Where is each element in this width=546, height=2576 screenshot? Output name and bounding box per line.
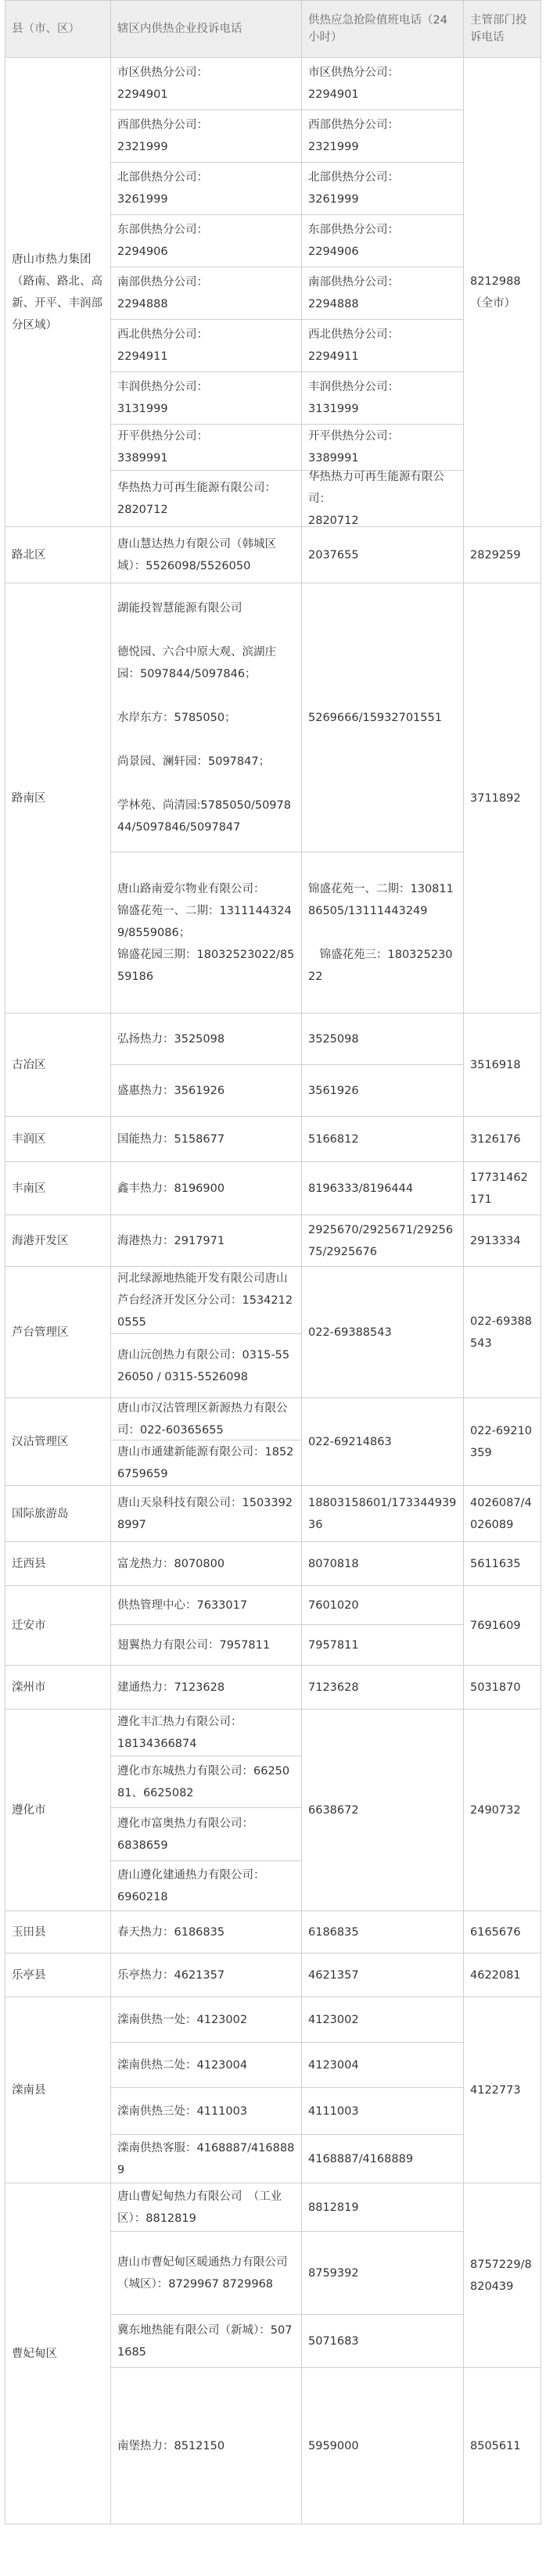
emergency-phone-text: 8070818 <box>308 1557 359 1570</box>
emergency-phone-text <box>308 922 457 944</box>
emergency-phone-cell <box>302 1215 464 1267</box>
authority-phone-text: 022-69388543 <box>470 1315 533 1350</box>
enterprise-phone-text: 湖能投智慧能源有限公司 <box>117 601 242 615</box>
column-header-label: 县（市、区） <box>12 23 80 35</box>
enterprise-phone-text: 乐亭热力：4621357 <box>117 1968 225 1982</box>
emergency-phone-cell <box>302 2135 464 2183</box>
enterprise-complaint-cell <box>111 110 302 163</box>
region-name: 迁西县 <box>12 1557 46 1570</box>
region-name: 丰南区 <box>12 1182 46 1195</box>
authority-phone-cell <box>464 1014 541 1117</box>
emergency-phone-text: 开平供热分公司： <box>308 430 399 443</box>
emergency-phone-cell <box>302 1954 464 1997</box>
emergency-phone-cell <box>302 1625 464 1666</box>
authority-phone-cell <box>464 2183 541 2368</box>
region-name: 路北区 <box>12 548 46 561</box>
region-cell <box>5 1911 111 1954</box>
enterprise-complaint-cell <box>111 1756 302 1808</box>
enterprise-complaint-cell <box>111 1334 302 1398</box>
emergency-phone-text: 8196333/8196444 <box>308 1182 414 1195</box>
emergency-phone-text: 6638672 <box>308 1803 359 1817</box>
emergency-phone-cell <box>302 215 464 267</box>
emergency-phone-text: 3561926 <box>308 1084 359 1097</box>
emergency-phone-text: 锦盛花苑一、二期：13081186505/13111443249 <box>308 882 454 917</box>
authority-phone-cell <box>464 2368 541 2524</box>
emergency-phone-cell <box>302 2315 464 2368</box>
region-cell <box>5 58 111 527</box>
enterprise-complaint-cell <box>111 2088 302 2135</box>
authority-phone-text: 2913334 <box>470 1234 521 1247</box>
authority-phone-cell <box>464 1162 541 1215</box>
authority-phone-cell <box>464 1215 541 1267</box>
emergency-phone-text: 5071683 <box>308 2334 359 2348</box>
enterprise-complaint-cell <box>111 215 302 267</box>
enterprise-phone-text: 2294901 <box>117 88 168 101</box>
authority-phone-cell <box>464 1954 541 1997</box>
authority-phone-cell <box>464 1117 541 1162</box>
authority-phone-cell <box>464 1997 541 2183</box>
enterprise-phone-text: 唐山慧达热力有限公司（韩城区域）：5526098/5526050 <box>117 537 276 572</box>
emergency-phone-cell <box>302 1486 464 1542</box>
region-cell <box>5 1398 111 1486</box>
emergency-phone-text: 2294888 <box>308 298 359 310</box>
region-cell <box>5 1162 111 1215</box>
authority-phone-text: 2490732 <box>470 1803 521 1817</box>
region-name: 乐亭县 <box>12 1968 46 1982</box>
enterprise-complaint-cell <box>111 1861 302 1911</box>
enterprise-phone-text: 3389991 <box>117 452 168 465</box>
emergency-phone-text: 4621357 <box>308 1968 359 1982</box>
authority-phone-text: 3516918 <box>470 1058 521 1071</box>
enterprise-complaint-cell <box>111 2183 302 2232</box>
enterprise-complaint-cell <box>111 1625 302 1666</box>
enterprise-complaint-cell <box>111 1117 302 1162</box>
enterprise-phone-text: 尚景园、澜轩园：5097847； <box>117 755 271 768</box>
enterprise-phone-text: 唐山天泉科技有限公司：15033928997 <box>117 1496 293 1531</box>
authority-phone-cell <box>464 1486 541 1542</box>
emergency-phone-text: 锦盛花苑三：18032523022 <box>308 948 453 983</box>
heating-phone-table <box>5 0 541 2576</box>
enterprise-complaint-cell <box>111 2232 302 2315</box>
emergency-phone-cell <box>302 527 464 583</box>
column-header-label: 主管部门投诉电话 <box>470 14 527 44</box>
enterprise-phone-text: 建通热力：7123628 <box>117 1681 225 1694</box>
emergency-phone-cell <box>302 1586 464 1625</box>
region-cell <box>5 1267 111 1398</box>
emergency-phone-text: 南部供热分公司： <box>308 276 399 289</box>
region-cell <box>5 1215 111 1267</box>
emergency-phone-text: 2037655 <box>308 548 359 561</box>
enterprise-complaint-cell <box>111 1997 302 2043</box>
region-cell <box>5 1710 111 1911</box>
emergency-phone-text: 2820712 <box>308 514 359 527</box>
enterprise-phone-text: 水岸东方：5785050； <box>117 711 236 724</box>
emergency-phone-cell <box>302 1117 464 1162</box>
enterprise-phone-text: 锦盛花园三期：18032523022/8559186 <box>117 948 295 983</box>
authority-phone-text: 8505611 <box>470 2439 521 2452</box>
region-name: 滦南县 <box>12 2083 46 2097</box>
emergency-phone-text: 西部供热分公司： <box>308 119 399 131</box>
emergency-phone-text: 7601020 <box>308 1598 359 1612</box>
enterprise-phone-text: 2820712 <box>117 503 168 516</box>
region-name: 唐山市热力集团 （路南、路北、高新、开平、丰润部分区域） <box>12 253 102 332</box>
enterprise-phone-text: 唐山遵化建通热力有限公司： <box>117 1868 265 1882</box>
emergency-phone-cell <box>302 2368 464 2524</box>
emergency-phone-cell <box>302 1710 464 1911</box>
authority-phone-text: 17731462171 <box>470 1171 528 1206</box>
emergency-phone-text: 5166812 <box>308 1132 359 1146</box>
enterprise-phone-text: 唐山市曹妃甸区暖通热力有限公司（城区）：8729967 8729968 <box>117 2255 288 2291</box>
authority-phone-text: 5611635 <box>470 1557 521 1570</box>
enterprise-phone-text: 市区供热分公司： <box>117 66 208 79</box>
enterprise-phone-text: 滦南供热三处：4111003 <box>117 2104 248 2118</box>
enterprise-phone-text: 6838659 <box>117 1839 168 1852</box>
emergency-phone-text: 2321999 <box>308 141 359 153</box>
authority-phone-text: 4122773 <box>470 2083 521 2097</box>
emergency-phone-text: 022-69214863 <box>308 1435 392 1448</box>
authority-phone-cell <box>464 1586 541 1666</box>
authority-phone-text: 6165676 <box>470 1925 521 1939</box>
enterprise-complaint-cell <box>111 1808 302 1861</box>
enterprise-phone-text: 学林苑、尚清园:5785050/5097844/5097846/5097847 <box>117 798 291 834</box>
enterprise-phone-text: 富龙热力：8070800 <box>117 1557 225 1570</box>
enterprise-complaint-cell <box>111 1911 302 1954</box>
enterprise-phone-text: 华热热力可再生能源有限公司： <box>117 481 276 494</box>
enterprise-complaint-cell <box>111 1710 302 1756</box>
region-name: 海港开发区 <box>12 1234 69 1247</box>
enterprise-complaint-cell <box>111 320 302 372</box>
emergency-phone-text: 2294901 <box>308 88 359 101</box>
enterprise-complaint-cell <box>111 852 302 1014</box>
emergency-phone-cell <box>302 2088 464 2135</box>
emergency-phone-text: 6186835 <box>308 1925 359 1939</box>
enterprise-phone-text: 3261999 <box>117 193 168 206</box>
region-cell <box>5 1486 111 1542</box>
authority-phone-text: 8757229/8820439 <box>470 2258 532 2293</box>
authority-phone-cell <box>464 1542 541 1586</box>
emergency-phone-text: 市区供热分公司： <box>308 66 399 79</box>
enterprise-complaint-cell <box>111 1398 302 1440</box>
emergency-phone-cell <box>302 2043 464 2088</box>
enterprise-phone-text: 滦南供热二处：4123004 <box>117 2058 248 2072</box>
region-cell <box>5 1117 111 1162</box>
enterprise-complaint-cell <box>111 1586 302 1625</box>
enterprise-complaint-cell <box>111 1267 302 1334</box>
enterprise-phone-text: 翅翼热力有限公司：7957811 <box>117 1638 271 1652</box>
authority-phone-cell <box>464 58 541 527</box>
authority-phone-text: 3126176 <box>470 1132 521 1146</box>
emergency-phone-cell <box>302 1666 464 1710</box>
authority-phone-text: （全市） <box>470 296 515 310</box>
enterprise-phone-text: 北部供热分公司： <box>117 171 208 184</box>
enterprise-complaint-cell <box>111 1440 302 1486</box>
enterprise-complaint-cell <box>111 1486 302 1542</box>
region-name: 丰润区 <box>12 1132 46 1146</box>
authority-phone-cell <box>464 1398 541 1486</box>
region-cell <box>5 1997 111 2183</box>
enterprise-complaint-cell <box>111 1162 302 1215</box>
enterprise-phone-text: 西北供热分公司： <box>117 328 208 341</box>
region-name: 遵化市 <box>12 1803 46 1817</box>
column-header-label: 供热应急抢险值班电话（24小时） <box>308 14 447 44</box>
enterprise-phone-text: 南部供热分公司： <box>117 276 208 289</box>
emergency-phone-cell <box>302 1542 464 1586</box>
enterprise-complaint-cell <box>111 2315 302 2368</box>
emergency-phone-cell <box>302 852 464 1014</box>
region-name: 国际旅游岛 <box>12 1507 69 1520</box>
authority-phone-text: 5031870 <box>470 1681 521 1694</box>
enterprise-complaint-cell <box>111 2043 302 2088</box>
region-name: 滦州市 <box>12 1681 46 1694</box>
enterprise-phone-text: 6960218 <box>117 1890 168 1903</box>
authority-phone-text: 4622081 <box>470 1968 521 1982</box>
emergency-phone-text: 2925670/2925671/2925675/2925676 <box>308 1223 454 1258</box>
emergency-phone-text: 3261999 <box>308 193 359 206</box>
emergency-phone-cell <box>302 1398 464 1486</box>
emergency-phone-text: 丰润供热分公司： <box>308 381 399 393</box>
enterprise-phone-text: 遵化市富奥热力有限公司： <box>117 1817 253 1830</box>
emergency-phone-cell <box>302 58 464 110</box>
enterprise-phone-text: 鑫丰热力：8196900 <box>117 1182 225 1195</box>
emergency-phone-text: 7123628 <box>308 1681 359 1694</box>
emergency-phone-cell <box>302 1014 464 1065</box>
region-cell <box>5 1666 111 1710</box>
emergency-phone-text: 5269666/15932701551 <box>308 711 442 724</box>
emergency-phone-text: 华热热力可再生能源有限公司： <box>308 470 444 505</box>
column-header <box>302 0 464 58</box>
enterprise-complaint-cell <box>111 425 302 471</box>
enterprise-phone-text: 盛惠热力：3561926 <box>117 1084 225 1097</box>
enterprise-phone-text: 供热管理中心：7633017 <box>117 1598 248 1612</box>
enterprise-phone-text: 海港热力：2917971 <box>117 1234 225 1247</box>
enterprise-complaint-cell <box>111 267 302 320</box>
enterprise-complaint-cell <box>111 1542 302 1586</box>
emergency-phone-cell <box>302 372 464 425</box>
enterprise-phone-text: 18134366874 <box>117 1737 197 1750</box>
emergency-phone-cell <box>302 320 464 372</box>
enterprise-complaint-cell <box>111 163 302 215</box>
emergency-phone-text: 4123004 <box>308 2058 359 2072</box>
enterprise-phone-text: 2294911 <box>117 350 168 363</box>
emergency-phone-text: 022-69388543 <box>308 1326 392 1339</box>
region-cell <box>5 1542 111 1586</box>
column-header <box>464 0 541 58</box>
enterprise-complaint-cell <box>111 372 302 425</box>
enterprise-phone-text: 2294888 <box>117 298 168 310</box>
enterprise-phone-text: 唐山沅创热力有限公司：0315-5526050 / 0315-5526098 <box>117 1348 290 1383</box>
emergency-phone-cell <box>302 471 464 527</box>
emergency-phone-cell <box>302 267 464 320</box>
enterprise-phone-text: 唐山市通建新能源有限公司：18526759659 <box>117 1445 294 1480</box>
region-name: 芦台管理区 <box>12 1326 69 1339</box>
emergency-phone-cell <box>302 110 464 163</box>
emergency-phone-text: 4111003 <box>308 2104 359 2118</box>
authority-phone-text: 4026087/4026089 <box>470 1496 532 1531</box>
enterprise-complaint-cell <box>111 471 302 527</box>
enterprise-phone-text: 锦盛花苑一、二期：13111443249/8559086； <box>117 904 292 939</box>
enterprise-phone-text: 西部供热分公司： <box>117 119 208 131</box>
authority-phone-text: 3711892 <box>470 791 521 805</box>
authority-phone-text: 2829259 <box>470 548 521 561</box>
region-cell <box>5 1954 111 1997</box>
enterprise-phone-text <box>117 685 295 707</box>
authority-phone-text: 022-69210359 <box>470 1424 533 1459</box>
enterprise-phone-text: 春天热力：6186835 <box>117 1925 225 1939</box>
authority-phone-cell <box>464 1666 541 1710</box>
column-header <box>111 0 302 58</box>
enterprise-complaint-cell <box>111 2135 302 2183</box>
region-name: 路南区 <box>12 791 46 805</box>
authority-phone-cell <box>464 1267 541 1398</box>
enterprise-complaint-cell <box>111 58 302 110</box>
emergency-phone-text: 2294906 <box>308 246 359 258</box>
region-cell <box>5 1586 111 1666</box>
enterprise-phone-text: 唐山曹妃甸热力有限公司 （工业区）：8812819 <box>117 2190 282 2225</box>
authority-phone-cell <box>464 1911 541 1954</box>
emergency-phone-cell <box>302 1267 464 1398</box>
authority-phone-text: 8212988 <box>470 274 521 288</box>
enterprise-phone-text: 3131999 <box>117 403 168 415</box>
region-cell <box>5 527 111 583</box>
enterprise-complaint-cell <box>111 1215 302 1267</box>
enterprise-phone-text: 遵化丰汇热力有限公司： <box>117 1715 242 1728</box>
emergency-phone-text: 3525098 <box>308 1032 359 1046</box>
enterprise-complaint-cell <box>111 1666 302 1710</box>
emergency-phone-text: 3131999 <box>308 403 359 415</box>
emergency-phone-text: 4123002 <box>308 2013 359 2026</box>
enterprise-complaint-cell <box>111 1014 302 1065</box>
enterprise-phone-text: 冀东地热能有限公司（新城）：5071685 <box>117 2323 293 2359</box>
enterprise-phone-text: 2321999 <box>117 141 168 153</box>
emergency-phone-text: 西北供热分公司： <box>308 328 399 341</box>
emergency-phone-text: 3389991 <box>308 452 359 465</box>
emergency-phone-text: 5959000 <box>308 2439 359 2452</box>
enterprise-phone-text <box>117 773 295 795</box>
region-name: 汉沽管理区 <box>12 1435 69 1448</box>
emergency-phone-cell <box>302 425 464 471</box>
region-name: 玉田县 <box>12 1925 46 1939</box>
emergency-phone-text: 8812819 <box>308 2201 359 2214</box>
region-name: 曹妃甸区 <box>12 2347 57 2360</box>
emergency-phone-text: 8759392 <box>308 2266 359 2280</box>
enterprise-phone-text: 遵化市东城热力有限公司：6625081、6625082 <box>117 1764 290 1799</box>
emergency-phone-cell <box>302 1997 464 2043</box>
enterprise-complaint-cell <box>111 1065 302 1117</box>
enterprise-complaint-cell <box>111 1954 302 1997</box>
emergency-phone-cell <box>302 1162 464 1215</box>
enterprise-phone-text: 德悦园、六合中原大观、滨湖庄园：5097844/5097846； <box>117 645 276 680</box>
emergency-phone-cell <box>302 163 464 215</box>
region-cell <box>5 1014 111 1117</box>
column-header-label: 辖区内供热企业投诉电话 <box>117 23 242 35</box>
enterprise-phone-text: 唐山市汉沽管理区新源热力有限公司：022-60365655 <box>117 1401 288 1437</box>
emergency-phone-cell <box>302 1911 464 1954</box>
enterprise-phone-text <box>117 729 295 751</box>
emergency-phone-cell <box>302 583 464 852</box>
emergency-phone-cell <box>302 1065 464 1117</box>
emergency-phone-text: 2294911 <box>308 350 359 363</box>
enterprise-phone-text: 南堡热力：8512150 <box>117 2439 225 2452</box>
emergency-phone-cell <box>302 2232 464 2315</box>
enterprise-phone-text: 滦南供热客服：4168887/4168889 <box>117 2141 295 2176</box>
enterprise-phone-text: 唐山路南爱尔物业有限公司： <box>117 882 265 895</box>
enterprise-phone-text <box>117 619 295 641</box>
enterprise-phone-text: 丰润供热分公司： <box>117 381 208 393</box>
emergency-phone-text: 北部供热分公司： <box>308 171 399 184</box>
enterprise-complaint-cell <box>111 2368 302 2524</box>
authority-phone-cell <box>464 527 541 583</box>
enterprise-phone-text: 开平供热分公司： <box>117 430 208 443</box>
enterprise-phone-text: 弘扬热力：3525098 <box>117 1032 225 1046</box>
enterprise-phone-text: 滦南供热一处：4123002 <box>117 2013 248 2026</box>
enterprise-complaint-cell <box>111 583 302 852</box>
emergency-phone-text: 4168887/4168889 <box>308 2152 414 2165</box>
authority-phone-text: 7691609 <box>470 1619 521 1632</box>
enterprise-phone-text: 河北绿源地热能开发有限公司唐山芦台经济开发区分公司：15342120555 <box>117 1272 293 1329</box>
enterprise-phone-text: 东部供热分公司： <box>117 224 208 236</box>
region-cell <box>5 583 111 1014</box>
emergency-phone-text: 东部供热分公司： <box>308 224 399 236</box>
authority-phone-cell <box>464 1710 541 1911</box>
region-name: 古冶区 <box>12 1058 46 1071</box>
enterprise-phone-text: 2294906 <box>117 246 168 258</box>
emergency-phone-text: 18803158601/17334493936 <box>308 1496 457 1531</box>
emergency-phone-cell <box>302 2183 464 2232</box>
enterprise-complaint-cell <box>111 527 302 583</box>
region-name: 迁安市 <box>12 1619 46 1632</box>
region-cell <box>5 2183 111 2524</box>
column-header <box>5 0 111 58</box>
enterprise-phone-text: 国能热力：5158677 <box>117 1132 225 1146</box>
authority-phone-cell <box>464 583 541 1014</box>
emergency-phone-text: 7957811 <box>308 1638 359 1652</box>
